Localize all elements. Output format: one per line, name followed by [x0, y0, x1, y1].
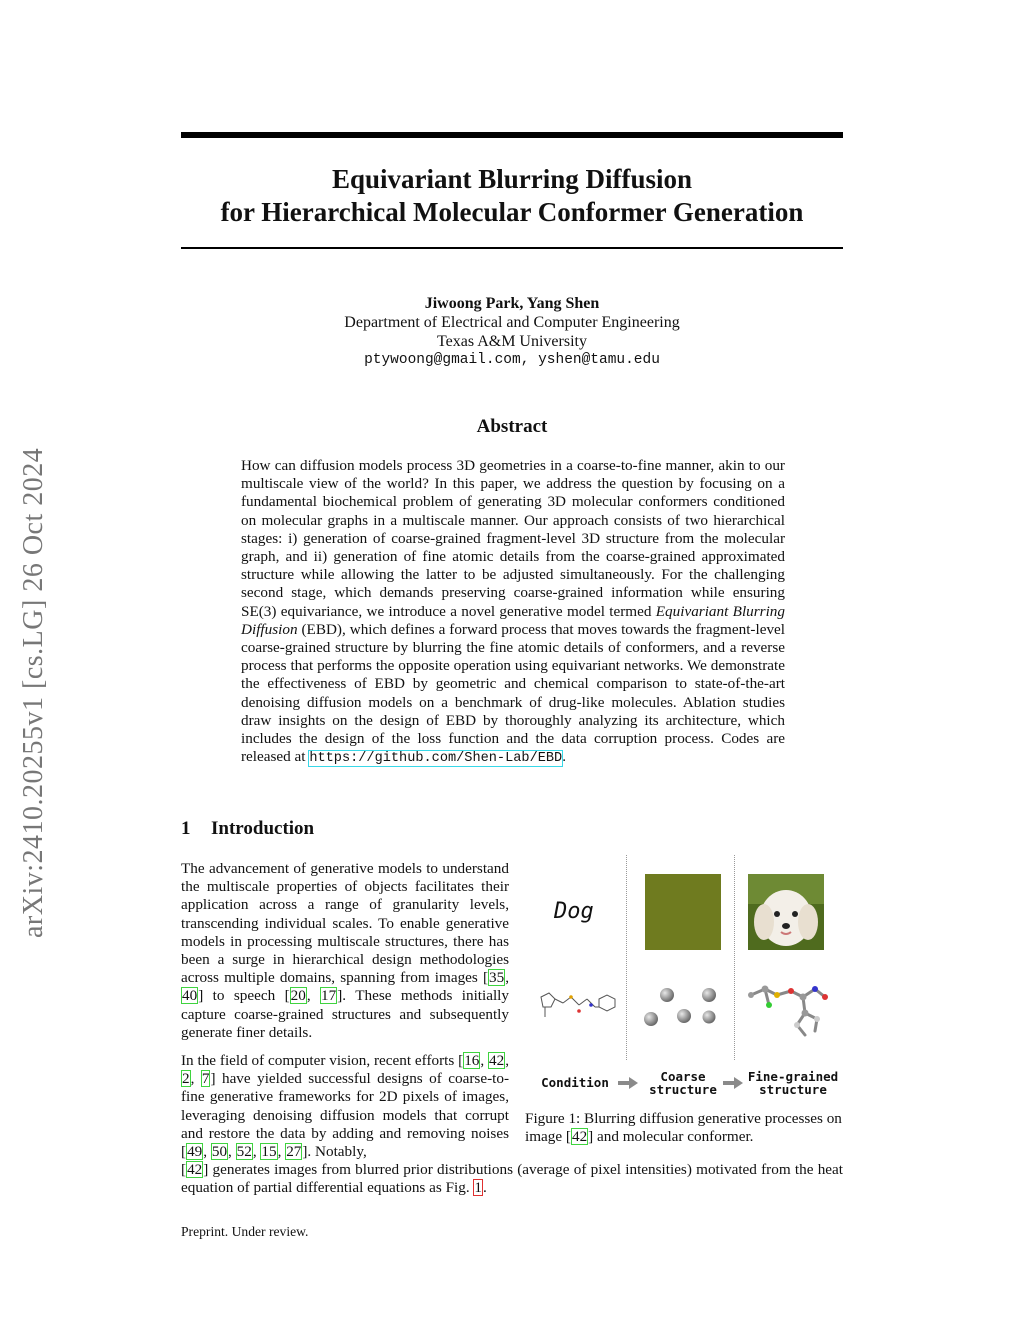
caption-text-a: Figure 1: Blurring diffusion generative processes on image [ [525, 1110, 842, 1146]
coarse-spheres [643, 985, 723, 1031]
figure-1-caption [525, 1110, 845, 1146]
title-line-2: for Hierarchical Molecular Conformer Generation [220, 197, 804, 227]
coarse-label-line-1: Coarse [660, 1069, 706, 1084]
preprint-footer: Preprint. Under review. [181, 1224, 309, 1239]
p2-text-b: ] have yielded successful designs of coarse-to-fine generative frameworks for 2D pixels of images, leveraging denoising diffusion models that corrupt and restore the data by adding and removing noises [ [181, 1070, 509, 1161]
citation-50[interactable]: 50 [211, 1143, 228, 1161]
author-block [181, 294, 843, 370]
p2-text-c: ]. Notably, [302, 1143, 367, 1161]
intro-paragraph-2-continued: [42] generates images from blurred prior distributions (average of pixel intensities) motivated from the heat equation of partial differential equations as Fig. 1. [181, 1161, 843, 1197]
fine-label-line-2: structure [759, 1082, 827, 1097]
fine-grained-structure-label [743, 1070, 843, 1096]
p1-text-c: ]. These methods initially capture coarse-grained structures and subsequently generate finer details. [181, 987, 510, 1041]
figure-divider-1 [626, 855, 627, 1060]
citation-52[interactable]: 52 [236, 1143, 252, 1161]
caption-text-b: ] and molecular conformer. [588, 1128, 754, 1146]
fine-label-line-1: Fine-grained [747, 1069, 839, 1084]
coarse-image-square [645, 874, 721, 950]
abstract-heading: Abstract [476, 416, 548, 437]
citation-20[interactable]: 20 [290, 987, 306, 1005]
abstract-text-2: (EBD), which defines a forward process that moves towards the fragment-level coarse-grained structure by blurring the fine atomic details of conformers, and a reverse process that performs the opposite operation using equivariant networks. We demonstrate the effectiveness of EBD by geometric and chemical comparison to state-of-the-art denoising diffusion models on a benchmark of drug-like molecules. Ablation studies draw insights on the design of EBD by thoroughly analyzing its architecture, which includes the design of the loss function and the data corruption process. Codes are released at [241, 620, 785, 766]
author-department: Department of Electrical and Computer Engineering [344, 314, 680, 331]
abstract-body [241, 457, 785, 768]
figure-reference[interactable]: 1 [474, 1179, 483, 1197]
title-bottom-rule [181, 247, 843, 249]
citation-2[interactable]: 2 [182, 1070, 190, 1088]
intro-paragraph-1: The advancement of generative models to understand the multiscale properties of objects facilitates their application across a range of granularity levels, transcending individual scales. To enable generative models in processing multiscale structures, there has been a surge in hierarchical design methodologies across multiple domains, spanning from images [35, 40] to speech [20, 17]. These methods initially capture coarse-grained structures and subsequently generate finer details. [181, 860, 510, 1041]
citation-27[interactable]: 27 [286, 1143, 302, 1161]
citation-17[interactable]: 17 [321, 987, 337, 1005]
p1-text-a: The advancement of generative models to understand the multiscale properties of objects facilitates their application across a range of granularity levels, transcending individual scales. To enable generative models in processing multiscale structures, there has been a surge in hierarchical design methodologies across multiple domains, spanning from images [ [181, 860, 509, 987]
arrow-icon [617, 1076, 639, 1090]
citation-42[interactable]: 42 [187, 1161, 203, 1178]
citation-49[interactable]: 49 [187, 1143, 203, 1161]
code-link[interactable]: https://github.com/Shen-Lab/EBD [309, 751, 563, 767]
p2-text-a: In the field of computer vision, recent efforts [ [181, 1052, 464, 1069]
abstract-end: . [562, 748, 566, 766]
section-title: Introduction [211, 818, 315, 839]
author-emails: ptywoong@gmail.com, yshen@tamu.edu [364, 352, 660, 368]
fine-grained-molecule [745, 975, 835, 1039]
molecular-graph [533, 983, 619, 1031]
intro-paragraph-2: In the field of computer vision, recent efforts [16, 42, 2, 7] have yielded successful designs of coarse-to-fine generative frameworks for 2D pixels of images, leveraging denoising diffusion models that corrupt and restore the data by adding and removing noises [49, 50, 52, 15, 27]. Notably, [181, 1052, 510, 1161]
title-line-1: Equivariant Blurring Diffusion [331, 164, 693, 194]
coarse-structure-label [643, 1070, 723, 1096]
p2-text-e: . [483, 1179, 487, 1197]
abstract-model-name: Equivariant Blurring Diffusion [241, 602, 785, 638]
figure-divider-2 [734, 855, 735, 1060]
p2-text-d: generates images from blurred prior distributions (average of pixel intensities) motivated from the heat equation of partial differential equations as Fig. [181, 1161, 843, 1197]
citation-42[interactable]: 42 [571, 1128, 588, 1146]
section-heading [181, 818, 314, 840]
p1-text-b: ] to speech [ [198, 987, 290, 1005]
citation-42[interactable]: 42 [489, 1052, 505, 1069]
citation-7[interactable]: 7 [201, 1070, 210, 1088]
coarse-label-line-2: structure [649, 1082, 717, 1097]
citation-35[interactable]: 35 [489, 969, 505, 987]
author-university: Texas A&M University [437, 333, 587, 350]
condition-label: Condition [541, 1075, 609, 1090]
title-top-rule [181, 132, 843, 138]
abstract-text-1: How can diffusion models process 3D geometries in a coarse-to-fine manner, akin to our multiscale view of the world? In this paper, we address the question by focusing on a fundamental biochemical problem of generating 3D molecular conformers conditioned on molecular graphs in a multiscale manner. Our approach consists of two hierarchical stages: i) generation of coarse-grained fragment-level 3D structure from the molecular graph, and ii) generation of fine atomic details from the coarse-grained approximated structure while allowing the latter to be adjusted simultaneously. For the challenging second stage, which demands preserving coarse-grained information while ensuring SE(3) equivariance, we introduce a novel generative model termed [241, 457, 785, 620]
section-number: 1 [181, 818, 191, 839]
dog-photo [748, 874, 824, 950]
arrow-icon [722, 1076, 744, 1090]
citation-16[interactable]: 16 [464, 1052, 480, 1069]
paper-title [181, 163, 843, 229]
citation-15[interactable]: 15 [261, 1143, 277, 1161]
arxiv-identifier: arXiv:2410.20255v1 [cs.LG] 26 Oct 2024 [18, 447, 49, 938]
author-names: Jiwoong Park, Yang Shen [424, 295, 600, 312]
dog-label: Dog [554, 899, 594, 924]
citation-40[interactable]: 40 [182, 987, 198, 1005]
figure-1 [525, 855, 843, 1105]
